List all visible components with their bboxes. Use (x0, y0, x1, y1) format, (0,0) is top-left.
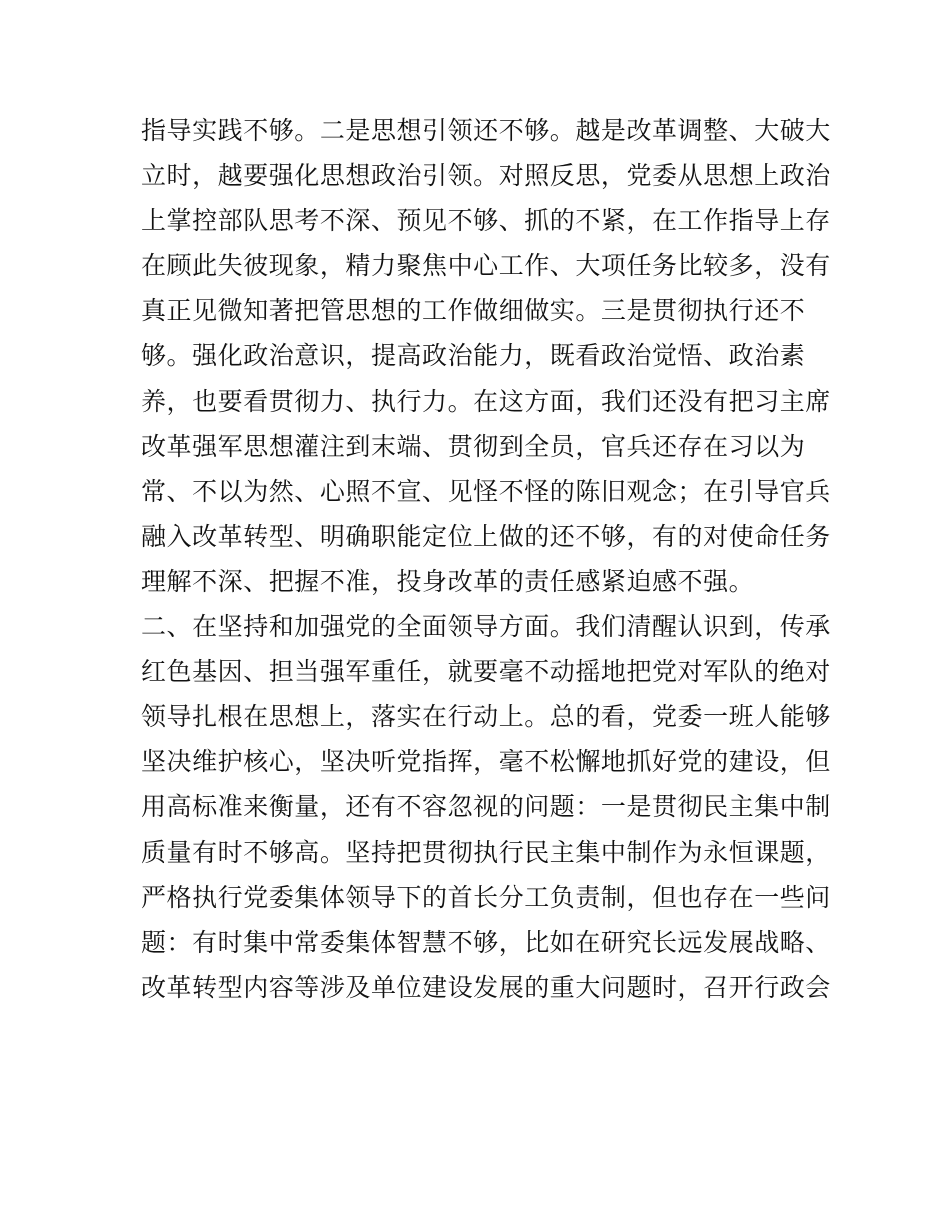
text-line: 融入改革转型、明确职能定位上做的还不够，有的对使命任务 (141, 521, 831, 551)
text-line: 用高标准来衡量，还有不容忽视的问题：一是贯彻民主集中制 (141, 792, 831, 822)
text-line: 题：有时集中常委集体智慧不够，比如在研究长远发展战略、 (141, 927, 831, 957)
text-line: 改革转型内容等涉及单位建设发展的重大问题时，召开行政会 (141, 972, 831, 1002)
text-line: 改革强军思想灌注到末端、贯彻到全员，官兵还存在习以为 (141, 431, 806, 461)
text-line: 红色基因、担当强军重任，就要毫不动摇地把党对军队的绝对 (141, 657, 831, 687)
text-line: 养，也要看贯彻力、执行力。在这方面，我们还没有把习主席 (141, 386, 831, 416)
section-heading-line: 二、在坚持和加强党的全面领导方面。我们清醒认识到，传承 (141, 612, 831, 642)
text-line: 在顾此失彼现象，精力聚焦中心工作、大项任务比较多，没有 (141, 251, 831, 281)
text-line: 真正见微知著把管思想的工作做细做实。三是贯彻执行还不 (141, 296, 806, 326)
text-line: 立时，越要强化思想政治引领。对照反思，党委从思想上政治 (141, 161, 831, 191)
text-line: 指导实践不够。二是思想引领还不够。越是改革调整、大破大 (141, 116, 831, 145)
text-line: 够。强化政治意识，提高政治能力，既看政治觉悟、政治素 (141, 341, 806, 371)
body-text (141, 108, 831, 1010)
text-line: 领导扎根在思想上，落实在行动上。总的看，党委一班人能够 (141, 702, 831, 732)
text-line: 常、不以为然、心照不宣、见怪不怪的陈旧观念；在引导官兵 (141, 476, 831, 506)
text-line: 坚决维护核心，坚决听党指挥，毫不松懈地抓好党的建设，但 (141, 747, 831, 777)
text-line: 质量有时不够高。坚持把贯彻执行民主集中制作为永恒课题， (141, 837, 831, 867)
text-line: 上掌控部队思考不深、预见不够、抓的不紧，在工作指导上存 (141, 206, 831, 236)
text-line: 严格执行党委集体领导下的首长分工负责制，但也存在一些问 (141, 882, 831, 912)
text-line: 理解不深、把握不准，投身改革的责任感紧迫感不强。 (141, 566, 755, 596)
